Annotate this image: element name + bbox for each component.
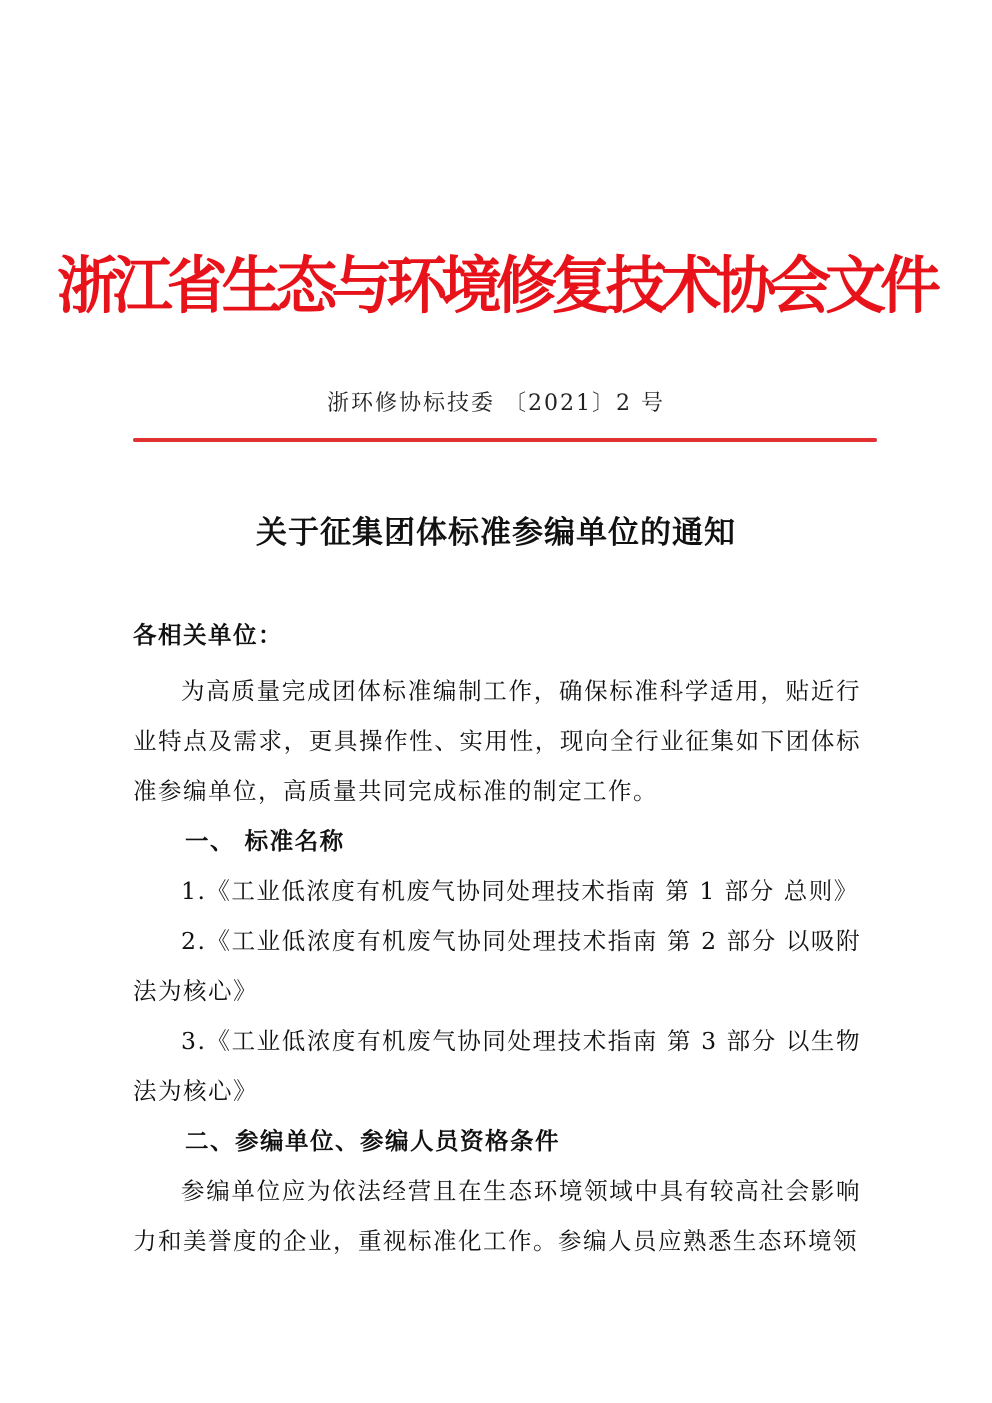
document-number: 浙环修协标技委 〔2021〕2 号 xyxy=(327,391,665,416)
org-header-title: 浙江省生态与环境修复技术协会文件 xyxy=(56,249,936,322)
qualification-paragraph: 参编单位应为依法经营且在生态环境领域中具有较高社会影响力和美誉度的企业，重视标准化工作。参编人员应熟悉生态环境领 xyxy=(133,1177,861,1255)
section-heading-2: 二、参编单位、参编人员资格条件 xyxy=(185,1127,560,1155)
red-divider-rule xyxy=(133,438,877,442)
standard-item-1: 1.《工业低浓度有机废气协同处理技术指南 第 1 部分 总则》 xyxy=(181,877,859,905)
standard-item-3: 3.《工业低浓度有机废气协同处理技术指南 第 3 部分 以生物法为核心》 xyxy=(133,1027,861,1105)
intro-paragraph: 为高质量完成团体标准编制工作，确保标准科学适用，贴近行业特点及需求，更具操作性、实用性，现向全行业征集如下团体标准参编单位，高质量共同完成标准的制定工作。 xyxy=(133,677,861,805)
notice-title: 关于征集团体标准参编单位的通知 xyxy=(256,515,736,551)
salutation: 各相关单位： xyxy=(133,621,283,649)
notice-body xyxy=(133,610,861,1266)
standard-item-2: 2.《工业低浓度有机废气协同处理技术指南 第 2 部分 以吸附法为核心》 xyxy=(133,927,861,1005)
section-heading-1: 一、 标准名称 xyxy=(185,827,345,855)
